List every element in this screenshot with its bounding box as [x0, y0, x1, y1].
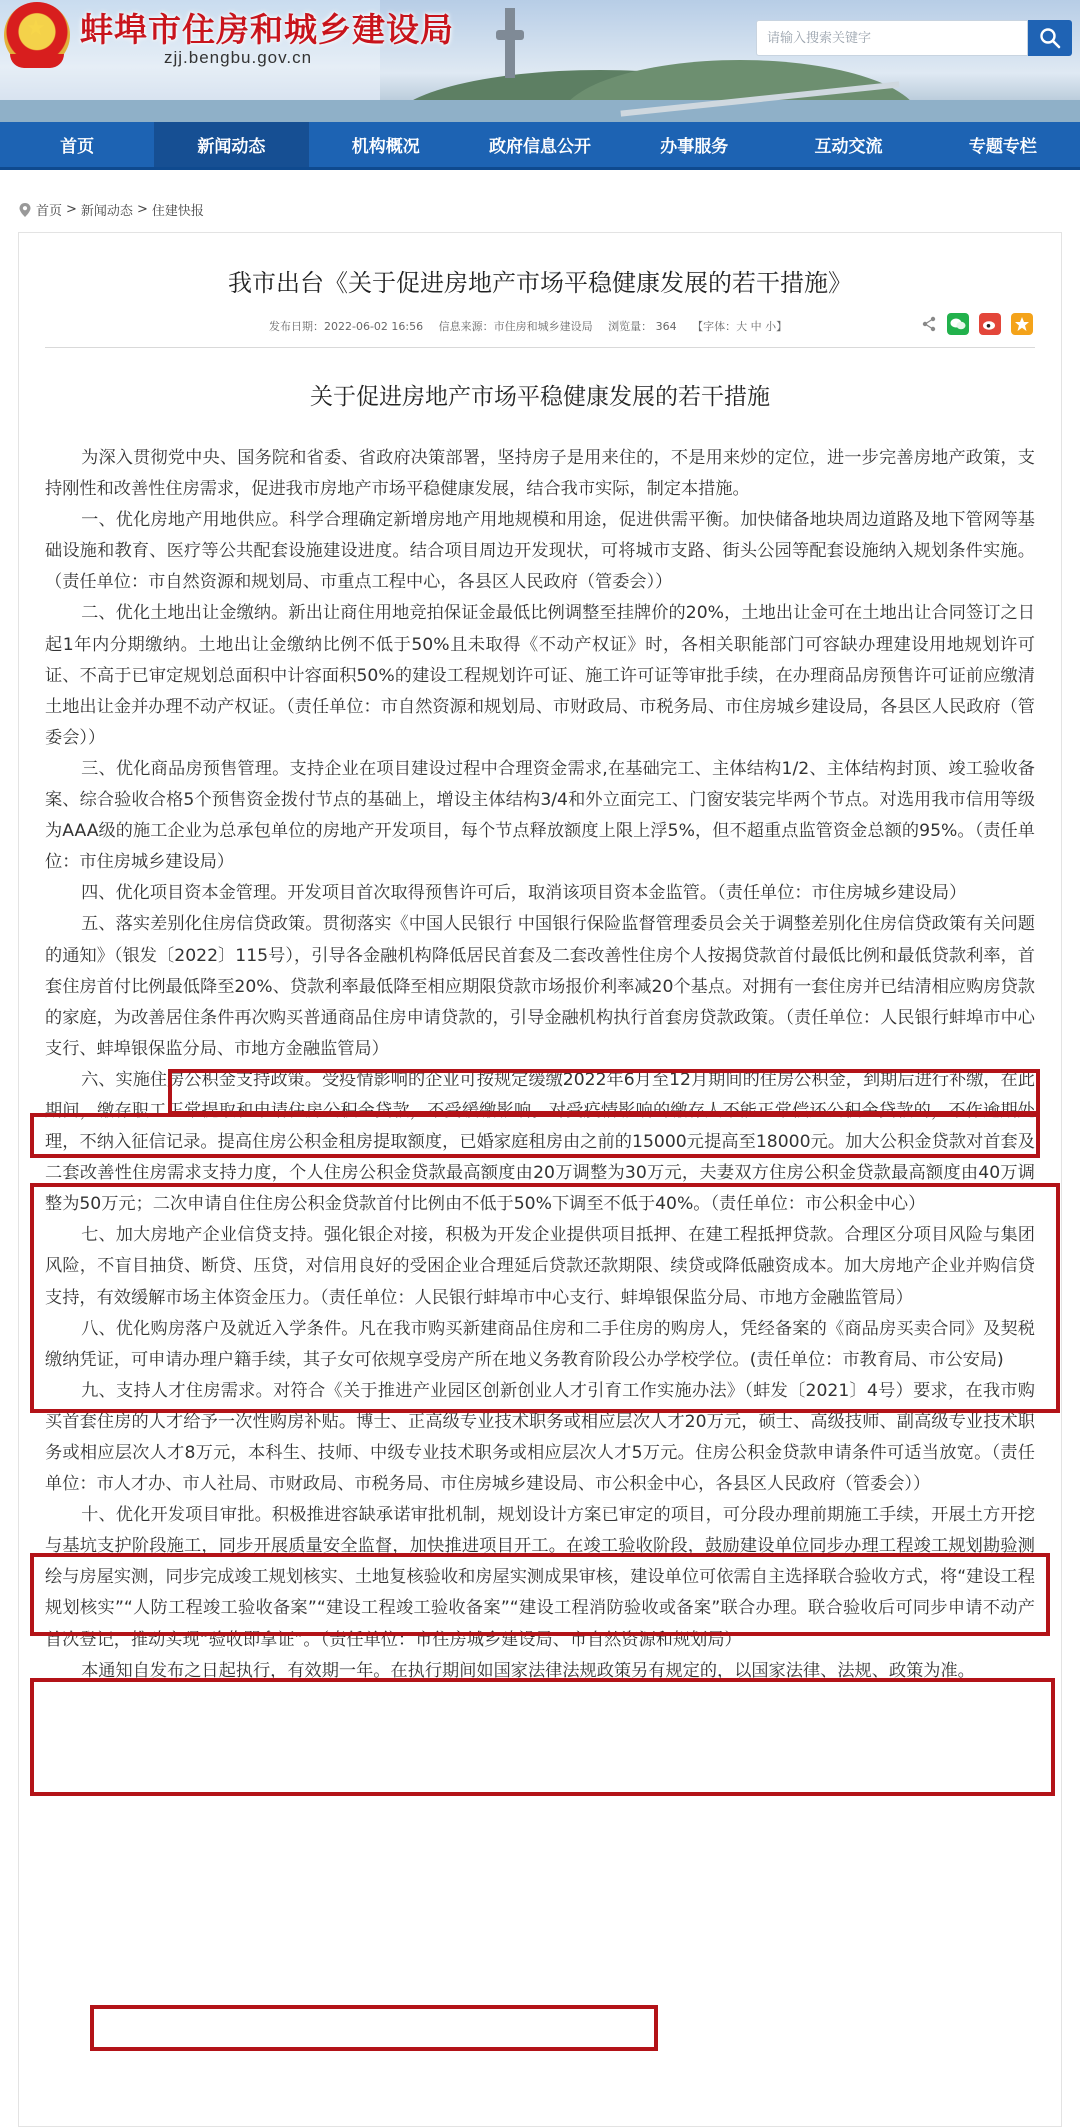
nav-organization[interactable]: 机构概况 — [351, 137, 420, 157]
nav-special-topics[interactable]: 专题专栏 — [968, 137, 1037, 157]
search-button[interactable] — [1028, 20, 1072, 56]
search-icon — [1039, 27, 1061, 49]
measure-2-land-transfer-fee: 二、优化土地出让金缴纳。新出让商住用地竞拍保证金最低比例调整至挂牌价的20%，土地出让金可在土地出让合同签订之日起1年内分期缴纳。土地出让金缴纳比例不低于50%且未取得《不动产权证》时，各相关职能部门可容缺办理建设用地规划许可证、不高于已审定规划总面积中计容面积50%的建设工程规划许可证、施工许可证等审批手续，在办理商品房预售许可证前应缴清土地出让金并办理不动产权证。（责任单位：市自然资源和规划局、市财政局、市税务局、市住房城乡建设局，各县区人民政府（管委会）） — [45, 603, 1035, 748]
breadcrumb-quick-news[interactable]: 住建快报 — [151, 204, 204, 219]
publish-date: 发布日期：2022-06-02 16:56 — [269, 320, 424, 333]
measure-1-land-supply: 一、优化房地产用地供应。科学合理确定新增房地产用地规模和用途，促进供需平衡。加快储备地块周边道路及地下管网等基础设施和教育、医疗等公共配套设施建设进度。结合项目周边开发现状，可将城市支路、街头公园等配套设施纳入规划条件实施。（责任单位：市自然资源和规划局、市重点工程中心，各县区人民政府（管委会）） — [45, 510, 1035, 593]
favorite-icon[interactable] — [1011, 313, 1033, 335]
measure-9-talent-housing: 九、支持人才住房需求。对符合《关于推进产业园区创新创业人才引育工作实施办法》（蚌发〔2021〕4号）要求，在我市购买首套住房的人才给予一次性购房补贴。博士、正高级专业技术职务或相应层次人才20万元，硕士、高级技师、副高级专业技术职务或相应层次人才8万元，本科生、技师、中级专业技术职务或相应层次人才5万元。住房公积金贷款申请条件可适当放宽。（责任单位：市人才办、市人社局、市财政局、市税务局、市住房城乡建设局、市公积金中心，各县区人民政府（管委会）） — [45, 1380, 1035, 1495]
nav-gov-info[interactable]: 政府信息公开 — [488, 137, 591, 157]
nav-news[interactable]: 新闻动态 — [154, 122, 308, 167]
breadcrumb-separator: > — [136, 202, 148, 217]
nav-interaction[interactable]: 互动交流 — [814, 137, 883, 157]
measure-3-presale-management: 三、优化商品房预售管理。支持企业在项目建设过程中合理资金需求,在基础完工、主体结构1/2、主体结构封顶、竣工验收备案、综合验收合格5个预售资金拨付节点的基础上，增设主体结构3/4和外立面完工、门窗安装完毕两个节点。对选用我市信用等级为AAA级的施工企业为总承包单位的房地产开发项目，每个节点释放额度上限上浮5%，但不超重点监管资金总额的95%。（责任单位：市住房城乡建设局） — [45, 758, 1035, 873]
banner-tower-top — [496, 30, 524, 40]
info-source: 信息来源：市住房和城乡建设局 — [438, 320, 593, 333]
wechat-icon[interactable] — [947, 313, 969, 335]
banner-water — [0, 100, 1080, 122]
site-domain: zjj.bengbu.gov.cn — [164, 48, 313, 67]
measure-5-housing-credit: 五、落实差别化住房信贷政策。贯彻落实《中国人民银行 中国银行保险监督管理委员会关于调整差别化住房信贷政策有关问题的通知》（银发〔2022〕115号），引导各金融机构降低居民首套及二套改善性住房个人按揭贷款首付最低比例和最低贷款利率，首套住房首付比例最低降至20%、贷款利率最低降至相应期限贷款市场报价利率减20个基点。对拥有一套住房并已结清相应购房贷款的家庭，为改善居住条件再次购买普通商品住房申请贷款的，引导金融机构执行首套房贷款政策。（责任单位：人民银行蚌埠市中心支行、蚌埠银保监分局、市地方金融监管局） — [45, 914, 1035, 1059]
article-container — [18, 232, 1062, 2127]
breadcrumb-home[interactable]: 首页 — [36, 204, 63, 219]
font-size-switcher[interactable]: 【字体：大 中 小】 — [692, 320, 788, 333]
share-icon[interactable] — [921, 316, 937, 332]
measure-8-hukou-schooling: 八、优化购房落户及就近入学条件。凡在我市购买新建商品住房和二手住房的购房人，凭经备案的《商品房买卖合同》及契税缴纳凭证，可申请办理户籍手续，其子女可依规享受房产所在地义务教育阶段公办学校学位。(责任单位：市教育局、市公安局) — [45, 1318, 1035, 1370]
weibo-glyph — [982, 317, 998, 331]
search-input[interactable] — [756, 20, 1028, 56]
site-title[interactable]: 蚌埠市住房和城乡建设局 — [80, 10, 454, 49]
national-emblem-icon[interactable]: ★ — [4, 2, 70, 68]
measure-7-developer-credit: 七、加大房地产企业信贷支持。强化银企对接，积极为开发企业提供项目抵押、在建工程抵押贷款。合理区分项目风险与集团风险，不盲目抽贷、断贷、压贷，对信用良好的受困企业合理延后贷款还款期限、续贷或降低融资成本。加大房地产企业并购信贷支持，有效缓解市场主体资金压力。（责任单位：人民银行蚌埠市中心支行、蚌埠银保监分局、市地方金融监管局） — [45, 1225, 1035, 1308]
document-title: 关于促进房地产市场平稳健康发展的若干措施 — [310, 384, 770, 410]
closing-paragraph: 本通知自发布之日起执行，有效期一年。在执行期间如国家法律法规政策另有规定的，以国家法律、法规、政策为准。 — [81, 1660, 975, 1681]
measure-6-housing-provident-fund: 六、实施住房公积金支持政策。受疫情影响的企业可按规定缓缴2022年6月至12月期间的住房公积金，到期后进行补缴，在此期间，缴存职工正常提取和申请住房公积金贷款，不受缓缴影响。对受疫情影响的缴存人不能正常偿还公积金贷款的，不作逾期处理，不纳入征信记录。提高住房公积金租房提取额度，已婚家庭租房由之前的15000元提高至18000元。加大公积金贷款对首套及二套改善性住房需求支持力度，个人住房公积金贷款最高额度由20万调整为30万元，夫妻双方住房公积金贷款最高额度由40万调整为50万元；二次申请自住住房公积金贷款首付比例由不低于50%下调至不低于40%。（责任单位：市公积金中心） — [45, 1069, 1035, 1215]
view-count: 浏览量： 364 — [608, 320, 677, 333]
site-header — [0, 0, 1080, 122]
nav-home[interactable]: 首页 — [60, 137, 95, 157]
nav-services[interactable]: 办事服务 — [660, 137, 729, 157]
article-title: 我市出台《关于促进房地产市场平稳健康发展的若干措施》 — [228, 269, 852, 297]
intro-paragraph: 为深入贯彻党中央、国务院和省委、省政府决策部署，坚持房子是用来住的，不是用来炒的定位，进一步完善房地产政策，支持刚性和改善性住房需求，促进我市房地产市场平稳健康发展，结合我市实际，制定本措施。 — [45, 448, 1035, 500]
star-glyph — [1014, 316, 1030, 332]
title-divider — [45, 347, 1035, 348]
breadcrumb-news[interactable]: 新闻动态 — [80, 204, 133, 219]
breadcrumb — [18, 200, 204, 219]
measure-4-capital-management: 四、优化项目资本金管理。开发项目首次取得预售许可后，取消该项目资本金监管。（责任单位：市住房城乡建设局） — [81, 883, 967, 904]
measure-10-project-approval: 十、优化开发项目审批。积极推进容缺承诺审批机制，规划设计方案已审定的项目，可分段办理前期施工手续，开展土方开挖与基坑支护阶段施工，同步开展质量安全监督，加快推进项目开工。在竣工验收阶段，鼓励建设单位同步办理工程竣工规划勘验测绘与房屋实测，同步完成竣工规划核实、土地复核验收和房屋实测成果审核，建设单位可依需自主选择联合验收方式，将“建设工程规划核实”“人防工程竣工验收备案”“建设工程竣工验收备案”“建设工程消防验收或备案”联合办理。联合验收后可同步申请不动产首次登记，推动实现“验收即拿证”。（责任单位：市住房城乡建设局、市自然资源和规划局） — [45, 1505, 1035, 1650]
main-nav — [0, 122, 1080, 170]
wechat-glyph — [950, 317, 966, 331]
article-body — [45, 443, 1035, 1687]
share-bar — [921, 313, 1033, 335]
weibo-icon[interactable] — [979, 313, 1001, 335]
breadcrumb-separator: > — [66, 202, 77, 217]
location-pin-icon — [18, 202, 32, 218]
article-meta — [269, 318, 799, 334]
banner-tower — [505, 8, 515, 78]
